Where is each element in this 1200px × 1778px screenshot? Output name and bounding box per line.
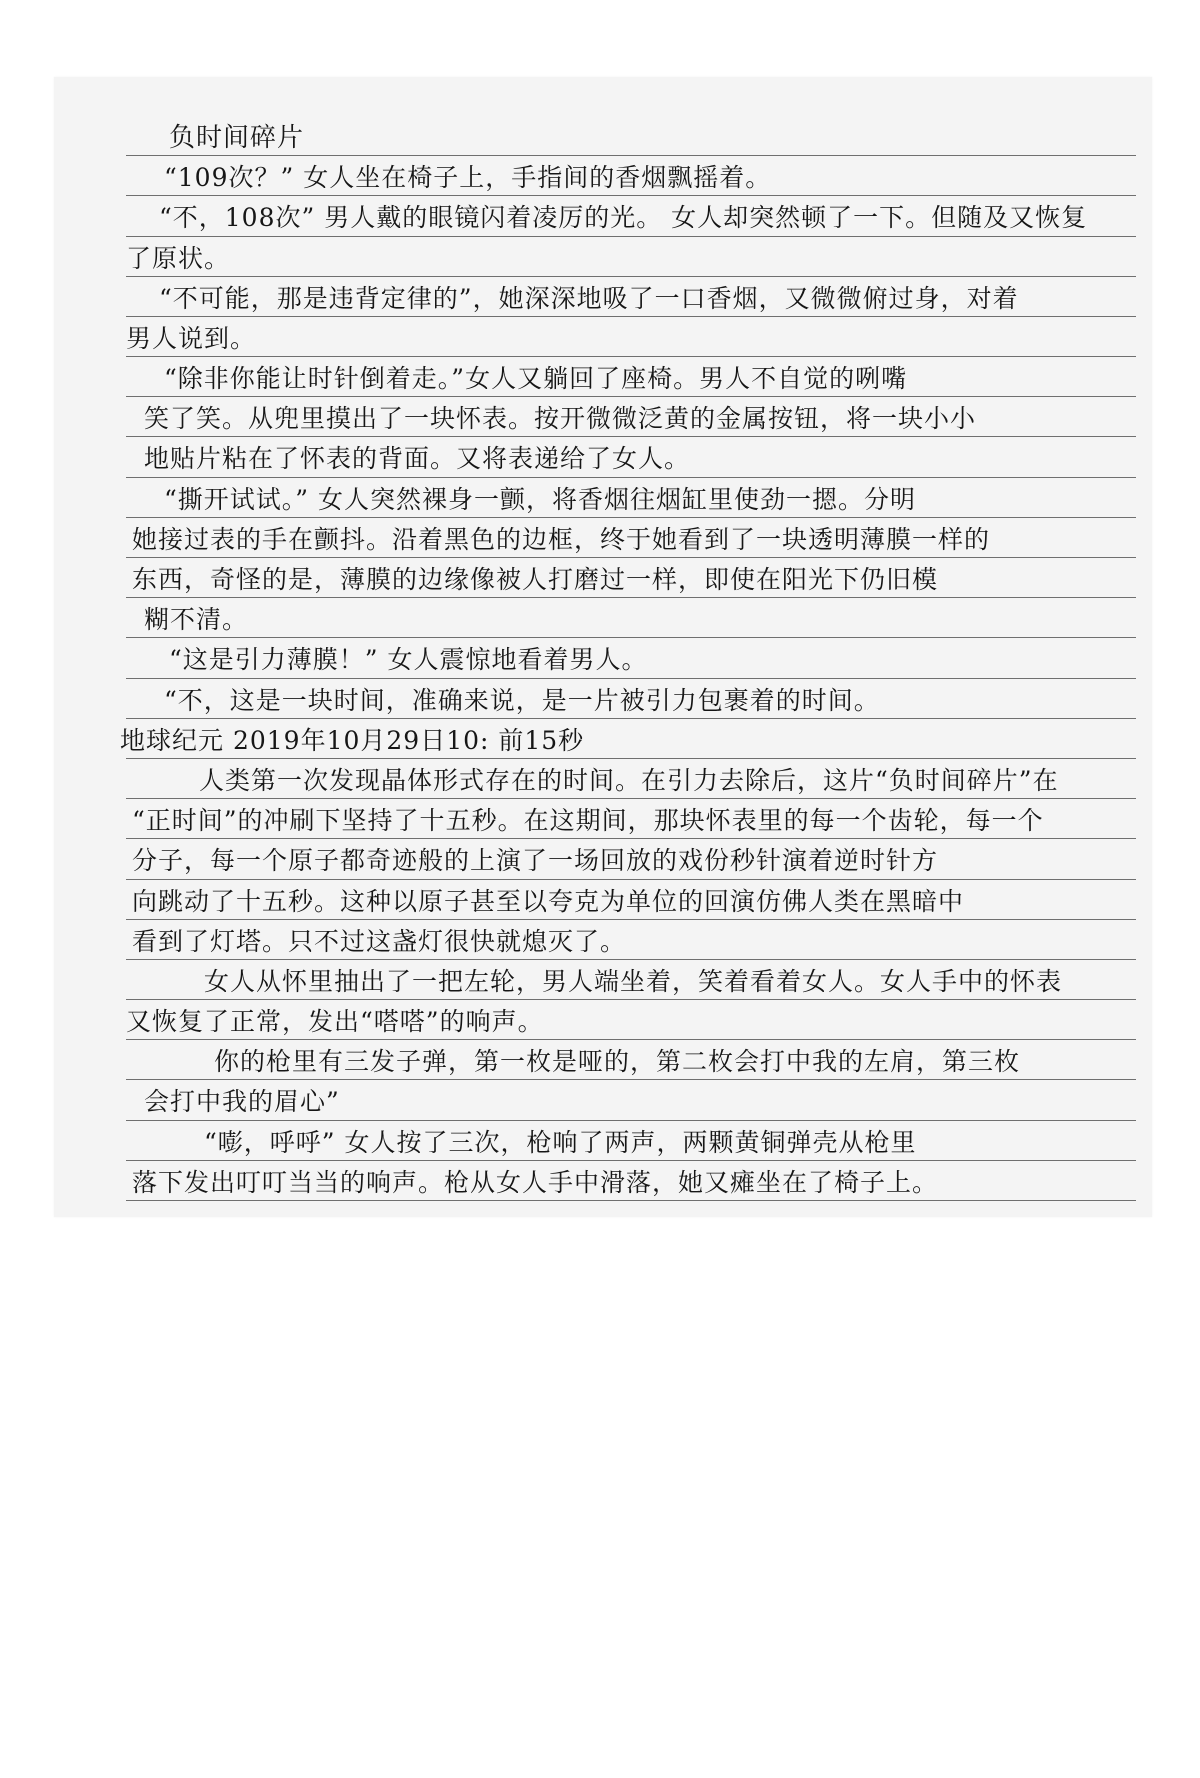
ruled-line xyxy=(126,1079,1136,1080)
text-line: 又恢复了正常，发出“嗒嗒”的响声。 xyxy=(126,1007,544,1037)
text-line: 落下发出叮叮当当的响声。枪从女人手中滑落，她又瘫坐在了椅子上。 xyxy=(132,1167,939,1197)
text-line: 会打中我的眉心” xyxy=(144,1087,340,1117)
text-line: 你的枪里有三发子弹，第一枚是哑的，第二枚会打中我的左肩，第三枚 xyxy=(214,1047,1021,1077)
ruled-line xyxy=(126,718,1136,719)
text-line: 东西，奇怪的是，薄膜的边缘像被人打磨过一样，即使在阳光下仍旧模 xyxy=(132,565,939,595)
text-line: “不，108次” 男人戴的眼镜闪着凌厉的光。 女人却突然顿了一下。但随及又恢复 xyxy=(159,203,1088,233)
ruled-line xyxy=(126,1200,1136,1201)
ruled-line xyxy=(126,316,1136,317)
ruled-line xyxy=(126,1120,1136,1121)
text-line: “这是引力薄膜！” 女人震惊地看着男人。 xyxy=(169,645,648,675)
text-line: 糊不清。 xyxy=(144,605,249,635)
ruled-line xyxy=(126,195,1136,196)
text-line: 男人说到。 xyxy=(126,323,257,353)
ruled-line xyxy=(126,919,1136,920)
text-line: 人类第一次发现晶体形式存在的时间。在引力去除后，这片“负时间碎片”在 xyxy=(199,765,1059,795)
ruled-line xyxy=(126,637,1136,638)
text-line: “正时间”的冲刷下坚持了十五秒。在这期间，那块怀表里的每一个齿轮，每一个 xyxy=(132,806,1044,836)
document-title: 负时间碎片 xyxy=(169,123,305,153)
ruled-line xyxy=(126,758,1136,759)
ruled-line xyxy=(126,276,1136,277)
lined-notebook-paper xyxy=(54,77,1152,1217)
ruled-line xyxy=(126,396,1136,397)
text-line: “撕开试试。” 女人突然裸身一颤，将香烟往烟缸里使劲一摁。分明 xyxy=(164,484,917,514)
ruled-line xyxy=(126,798,1136,799)
ruled-line xyxy=(126,1039,1136,1040)
ruled-line xyxy=(126,879,1136,880)
ruled-line xyxy=(126,557,1136,558)
ruled-line xyxy=(126,959,1136,960)
ruled-line xyxy=(126,436,1136,437)
ruled-line xyxy=(126,999,1136,1000)
text-line: “除非你能让时针倒着走。”女人又躺回了座椅。男人不自觉的咧嘴 xyxy=(164,364,908,394)
ruled-line xyxy=(126,678,1136,679)
text-line: 地贴片粘在了怀表的背面。又将表递给了女人。 xyxy=(144,444,691,474)
text-line: 了原状。 xyxy=(126,243,231,273)
text-line: “109次？” 女人坐在椅子上，手指间的香烟飘摇着。 xyxy=(164,163,772,193)
ruled-line xyxy=(126,597,1136,598)
text-line: 分子，每一个原子都奇迹般的上演了一场回放的戏份秒针演着逆时针方 xyxy=(132,846,939,876)
text-line: 女人从怀里抽出了一把左轮，男人端坐着，笑着看着女人。女人手中的怀表 xyxy=(204,966,1063,996)
ruled-line xyxy=(126,155,1136,156)
text-line: “不，这是一块时间，准确来说，是一片被引力包裹着的时间。 xyxy=(164,685,880,715)
text-line: 笑了笑。从兜里摸出了一块怀表。按开微微泛黄的金属按钮，将一块小小 xyxy=(144,404,977,434)
text-line: “嘭，呼呼” 女人按了三次，枪响了两声，两颗黄铜弹壳从枪里 xyxy=(204,1127,917,1157)
text-line: 向跳动了十五秒。这种以原子甚至以夸克为单位的回演仿佛人类在黑暗中 xyxy=(132,886,965,916)
text-line: “不可能，那是违背定律的”，她深深地吸了一口香烟，又微微俯过身，对着 xyxy=(159,283,1019,313)
text-line: 看到了灯塔。只不过这盏灯很快就熄灭了。 xyxy=(132,926,627,956)
ruled-line xyxy=(126,356,1136,357)
ruled-line xyxy=(126,477,1136,478)
ruled-line xyxy=(126,236,1136,237)
date-heading: 地球纪元 2019年10月29日10: 前15秒 xyxy=(120,725,585,755)
text-line: 她接过表的手在颤抖。沿着黑色的边框，终于她看到了一块透明薄膜一样的 xyxy=(132,524,991,554)
ruled-line xyxy=(126,838,1136,839)
ruled-line xyxy=(126,1160,1136,1161)
ruled-line xyxy=(126,517,1136,518)
